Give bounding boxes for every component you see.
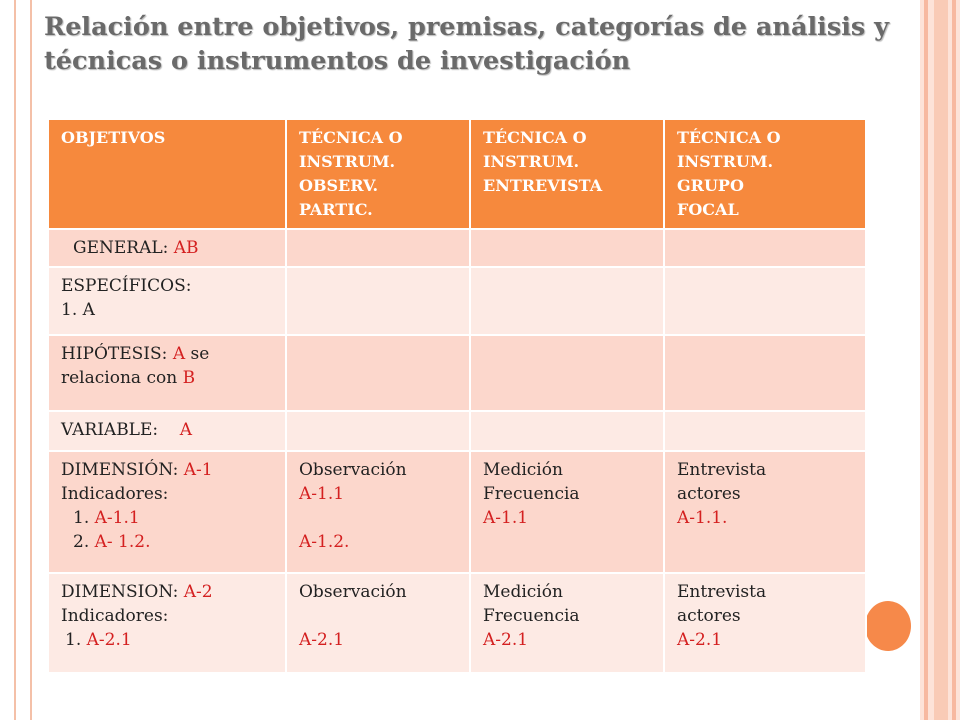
cell-dim2-entrevista: Medición Frecuencia A-2.1 bbox=[470, 573, 664, 673]
row-especificos bbox=[48, 267, 866, 335]
orange-circle-decoration bbox=[862, 598, 914, 654]
right-frame-decoration bbox=[920, 0, 960, 720]
header-objetivos: OBJETIVOS bbox=[48, 119, 286, 229]
cell-dimension-2: DIMENSION: A-2 Indicadores: 1. A-2.1 bbox=[48, 573, 286, 673]
cell-especificos: ESPECÍFICOS: 1. A bbox=[48, 267, 286, 335]
cell-dim2-grupo-focal: Entrevista actores A-2.1 bbox=[664, 573, 866, 673]
cell-dim1-grupo-focal: Entrevista actores A-1.1. bbox=[664, 451, 866, 573]
row-general bbox=[48, 229, 866, 267]
cell-dim1-entrevista: Medición Frecuencia A-1.1 bbox=[470, 451, 664, 573]
cell-hipotesis: HIPÓTESIS: A se relaciona con B bbox=[48, 335, 286, 411]
row-dimension-2 bbox=[48, 573, 866, 673]
row-hipotesis bbox=[48, 335, 866, 411]
header-observacion: TÉCNICA O INSTRUM. OBSERV. PARTIC. bbox=[286, 119, 470, 229]
left-frame-decoration bbox=[14, 0, 32, 720]
row-variable bbox=[48, 411, 866, 451]
cell-general: GENERAL: AB bbox=[48, 229, 286, 267]
header-row bbox=[48, 119, 866, 229]
slide-title: Relación entre objetivos, premisas, categorías de análisis y técnicas o instrumentos de investigación bbox=[44, 12, 889, 76]
cell-dim2-observacion: Observación A-2.1 bbox=[286, 573, 470, 673]
header-grupo-focal: TÉCNICA O INSTRUM. GRUPO FOCAL bbox=[664, 119, 866, 229]
cell-dim1-observacion: Observación A-1.1 A-1.2. bbox=[286, 451, 470, 573]
relation-table bbox=[47, 118, 867, 674]
header-entrevista: TÉCNICA O INSTRUM. ENTREVISTA bbox=[470, 119, 664, 229]
row-dimension-1 bbox=[48, 451, 866, 573]
cell-dimension-1: DIMENSIÓN: A-1 Indicadores: 1. A-1.1 2. A- 1.2. bbox=[48, 451, 286, 573]
cell-variable: VARIABLE: A bbox=[48, 411, 286, 451]
